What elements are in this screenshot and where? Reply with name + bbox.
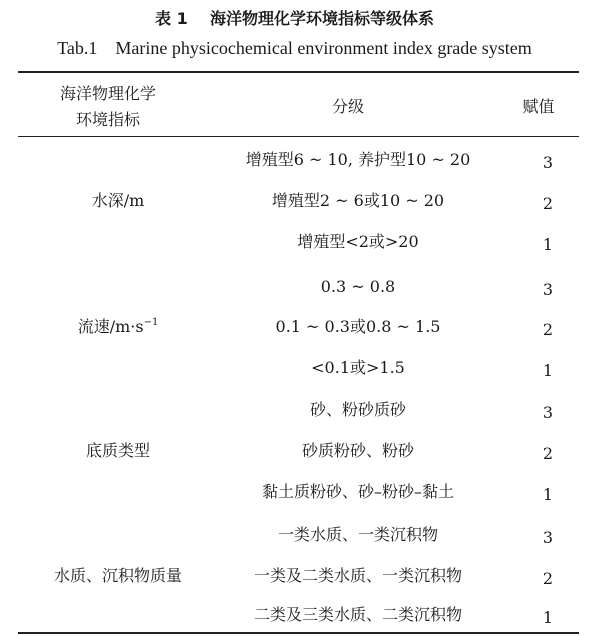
header-score: 赋值 [522,97,555,116]
grade-cell: 0.1 ~ 0.3或0.8 ~ 1.5 [275,317,441,336]
indicator-depth-label: 水深/m [91,191,145,210]
grade-cell: 砂质粉砂、粉砂 [301,441,414,460]
grade-cell: 二类及三类水质、二类沉积物 [253,605,462,624]
header-indicator [18,81,198,133]
score-cell: 3 [542,153,554,172]
score-cell: 3 [542,403,554,422]
score-cell: 1 [542,235,554,254]
table-caption-en: Tab.1 Marine physicochemical environment index grade system [57,38,532,58]
table-row [0,524,589,546]
table-row [0,190,589,212]
score-cell: 1 [542,608,554,627]
grade-cell: 增殖型2 ~ 6或10 ~ 20 [271,191,445,210]
table-row [0,565,589,587]
indicator-substrate-label: 底质类型 [85,441,150,460]
table-header-rule [18,136,579,137]
header-indicator-line1: 海洋物理化学 [59,84,156,103]
table-row [0,440,589,462]
table-caption-cn: 表 1 海洋物理化学环境指标等级体系 [155,9,434,28]
table-top-rule [18,71,579,73]
grade-cell: 砂、粉砂质砂 [309,400,406,419]
grade-cell: 黏土质粉砂、砂–粉砂–黏土 [261,482,454,501]
indicator-velocity-label: 流速/m·s [77,317,144,336]
grade-cell: 增殖型6 ~ 10, 养护型10 ~ 20 [245,150,471,169]
grade-cell: 增殖型<2或>20 [297,232,419,251]
indicator-quality-label: 水质、沉积物质量 [53,566,182,585]
table-row [0,149,589,171]
score-cell: 3 [542,280,554,299]
table-row [0,231,589,253]
grade-cell: 一类及二类水质、一类沉积物 [253,566,462,585]
table-row [0,604,589,626]
table-bottom-rule [18,632,579,634]
score-cell: 1 [542,485,554,504]
table-row [0,276,589,298]
indicator-velocity-exponent: −1 [143,317,159,328]
score-cell: 1 [542,361,554,380]
table-row [0,357,589,379]
score-cell: 2 [542,320,554,339]
grade-cell: <0.1或>1.5 [311,358,405,377]
table-row [0,316,589,338]
table-row [0,481,589,503]
header-indicator-line2: 环境指标 [75,110,140,129]
score-cell: 2 [542,444,554,463]
score-cell: 3 [542,528,554,547]
score-cell: 2 [542,194,554,213]
grade-cell: 一类水质、一类沉积物 [277,525,438,544]
header-grade: 分级 [331,97,364,116]
grade-cell: 0.3 ~ 0.8 [320,277,396,296]
table-row [0,399,589,421]
score-cell: 2 [542,569,554,588]
